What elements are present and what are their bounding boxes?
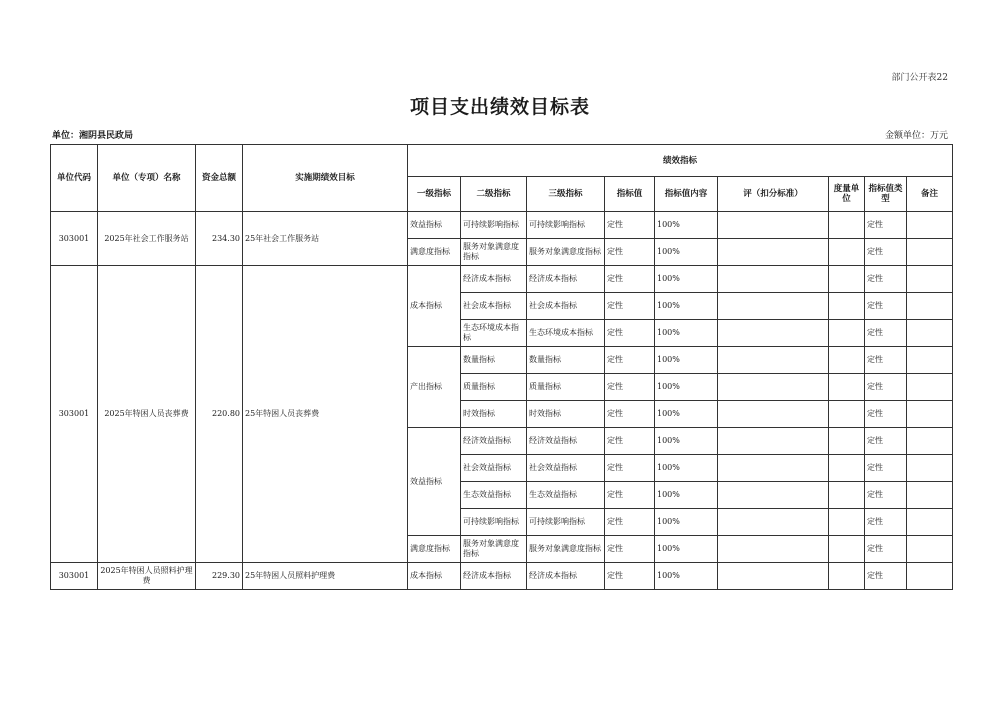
level3-cell: 经济成本指标 (527, 563, 605, 590)
remarks-cell (907, 455, 953, 482)
table-row (51, 563, 953, 590)
table-row (51, 212, 953, 239)
level1-cell: 效益指标 (408, 428, 461, 536)
total-funds-cell: 234.30 (196, 212, 243, 266)
goal-cell: 25年社会工作服务站 (243, 212, 408, 266)
level1-cell: 成本指标 (408, 563, 461, 590)
value-cell: 定性 (605, 374, 655, 401)
level3-cell: 时效指标 (527, 401, 605, 428)
header-level2: 二级指标 (461, 177, 527, 212)
measure-unit-cell (829, 266, 865, 293)
scoring-cell (718, 428, 829, 455)
level2-cell: 社会效益指标 (461, 455, 527, 482)
level1-cell: 成本指标 (408, 266, 461, 347)
measure-unit-cell (829, 455, 865, 482)
content-cell: 100% (655, 536, 718, 563)
value-cell: 定性 (605, 401, 655, 428)
total-funds-cell: 220.80 (196, 266, 243, 563)
value-type-cell: 定性 (865, 563, 907, 590)
value-type-cell: 定性 (865, 401, 907, 428)
unit-name-cell: 2025年社会工作服务站 (98, 212, 196, 266)
header-level3: 三级指标 (527, 177, 605, 212)
header-level1: 一级指标 (408, 177, 461, 212)
measure-unit-cell (829, 374, 865, 401)
value-cell: 定性 (605, 320, 655, 347)
remarks-cell (907, 401, 953, 428)
value-cell: 定性 (605, 455, 655, 482)
value-type-cell: 定性 (865, 536, 907, 563)
page-label: 部门公开表22 (891, 73, 948, 83)
level2-cell: 服务对象满意度指标 (461, 536, 527, 563)
page-title: 项目支出绩效目标表 (409, 96, 590, 118)
value-cell: 定性 (605, 428, 655, 455)
level2-cell: 可持续影响指标 (461, 212, 527, 239)
level3-cell: 可持续影响指标 (527, 212, 605, 239)
level1-cell: 产出指标 (408, 347, 461, 428)
scoring-cell (718, 482, 829, 509)
content-cell: 100% (655, 320, 718, 347)
value-type-cell: 定性 (865, 428, 907, 455)
content-cell: 100% (655, 428, 718, 455)
scoring-cell (718, 455, 829, 482)
level2-cell: 质量指标 (461, 374, 527, 401)
measure-unit-cell (829, 401, 865, 428)
remarks-cell (907, 347, 953, 374)
performance-table (50, 144, 953, 590)
value-cell: 定性 (605, 563, 655, 590)
measure-unit-cell (829, 212, 865, 239)
measure-unit-cell (829, 293, 865, 320)
measure-unit-cell (829, 563, 865, 590)
content-cell: 100% (655, 347, 718, 374)
level2-cell: 经济成本指标 (461, 563, 527, 590)
measure-unit-cell (829, 428, 865, 455)
remarks-cell (907, 320, 953, 347)
remarks-cell (907, 212, 953, 239)
unit-code-cell: 303001 (51, 563, 98, 590)
unit-name-cell: 2025年特困人员照料护理费 (98, 563, 196, 590)
level2-cell: 服务对象满意度指标 (461, 239, 527, 266)
scoring-cell (718, 401, 829, 428)
table-row (51, 266, 953, 293)
scoring-cell (718, 536, 829, 563)
value-type-cell: 定性 (865, 212, 907, 239)
scoring-cell (718, 320, 829, 347)
measure-unit-cell (829, 536, 865, 563)
header-scoring: 评（扣分标准） (718, 177, 829, 212)
level3-cell: 经济效益指标 (527, 428, 605, 455)
scoring-cell (718, 239, 829, 266)
unit-name-label: 单位：湘阴县民政局 (52, 131, 134, 141)
header-measure-unit: 度量单位 (829, 177, 865, 212)
scoring-cell (718, 293, 829, 320)
header-unit-code: 单位代码 (51, 145, 98, 212)
level2-cell: 数量指标 (461, 347, 527, 374)
value-type-cell: 定性 (865, 509, 907, 536)
value-cell: 定性 (605, 509, 655, 536)
level2-cell: 经济效益指标 (461, 428, 527, 455)
content-cell: 100% (655, 293, 718, 320)
content-cell: 100% (655, 374, 718, 401)
content-cell: 100% (655, 509, 718, 536)
value-type-cell: 定性 (865, 266, 907, 293)
scoring-cell (718, 266, 829, 293)
value-type-cell: 定性 (865, 374, 907, 401)
header-total-funds: 资金总额 (196, 145, 243, 212)
level3-cell: 数量指标 (527, 347, 605, 374)
measure-unit-cell (829, 239, 865, 266)
content-cell: 100% (655, 266, 718, 293)
content-cell: 100% (655, 563, 718, 590)
scoring-cell (718, 374, 829, 401)
content-cell: 100% (655, 482, 718, 509)
goal-cell: 25年特困人员丧葬费 (243, 266, 408, 563)
content-cell: 100% (655, 239, 718, 266)
table-body (51, 212, 953, 590)
content-cell: 100% (655, 401, 718, 428)
remarks-cell (907, 293, 953, 320)
unit-code-cell: 303001 (51, 212, 98, 266)
level3-cell: 经济成本指标 (527, 266, 605, 293)
remarks-cell (907, 239, 953, 266)
level3-cell: 可持续影响指标 (527, 509, 605, 536)
remarks-cell (907, 482, 953, 509)
measure-unit-cell (829, 320, 865, 347)
header-value: 指标值 (605, 177, 655, 212)
level2-cell: 社会成本指标 (461, 293, 527, 320)
level3-cell: 生态环境成本指标 (527, 320, 605, 347)
amount-unit-label: 金额单位：万元 (884, 131, 948, 141)
scoring-cell (718, 509, 829, 536)
content-cell: 100% (655, 455, 718, 482)
value-type-cell: 定性 (865, 455, 907, 482)
level3-cell: 社会成本指标 (527, 293, 605, 320)
level2-cell: 生态环境成本指标 (461, 320, 527, 347)
remarks-cell (907, 509, 953, 536)
value-type-cell: 定性 (865, 293, 907, 320)
header-remarks: 备注 (907, 177, 953, 212)
level3-cell: 服务对象满意度指标 (527, 239, 605, 266)
level3-cell: 社会效益指标 (527, 455, 605, 482)
level3-cell: 生态效益指标 (527, 482, 605, 509)
remarks-cell (907, 563, 953, 590)
unit-name-cell: 2025年特困人员丧葬费 (98, 266, 196, 563)
value-type-cell: 定性 (865, 347, 907, 374)
remarks-cell (907, 266, 953, 293)
level3-cell: 质量指标 (527, 374, 605, 401)
content-cell: 100% (655, 212, 718, 239)
measure-unit-cell (829, 509, 865, 536)
scoring-cell (718, 212, 829, 239)
value-cell: 定性 (605, 266, 655, 293)
value-cell: 定性 (605, 293, 655, 320)
value-type-cell: 定性 (865, 482, 907, 509)
level2-cell: 时效指标 (461, 401, 527, 428)
header-content: 指标值内容 (655, 177, 718, 212)
value-cell: 定性 (605, 212, 655, 239)
header-goal: 实施期绩效目标 (243, 145, 408, 212)
value-type-cell: 定性 (865, 320, 907, 347)
scoring-cell (718, 347, 829, 374)
remarks-cell (907, 536, 953, 563)
level1-cell: 满意度指标 (408, 536, 461, 563)
remarks-cell (907, 428, 953, 455)
value-cell: 定性 (605, 482, 655, 509)
level3-cell: 服务对象满意度指标 (527, 536, 605, 563)
goal-cell: 25年特困人员照料护理费 (243, 563, 408, 590)
level2-cell: 生态效益指标 (461, 482, 527, 509)
level1-cell: 效益指标 (408, 212, 461, 239)
value-cell: 定性 (605, 347, 655, 374)
level1-cell: 满意度指标 (408, 239, 461, 266)
header-indicators: 绩效指标 (408, 145, 953, 177)
header-value-type: 指标值类型 (865, 177, 907, 212)
level2-cell: 经济成本指标 (461, 266, 527, 293)
unit-code-cell: 303001 (51, 266, 98, 563)
total-funds-cell: 229.30 (196, 563, 243, 590)
value-cell: 定性 (605, 536, 655, 563)
measure-unit-cell (829, 347, 865, 374)
scoring-cell (718, 563, 829, 590)
measure-unit-cell (829, 482, 865, 509)
level2-cell: 可持续影响指标 (461, 509, 527, 536)
value-type-cell: 定性 (865, 239, 907, 266)
remarks-cell (907, 374, 953, 401)
value-cell: 定性 (605, 239, 655, 266)
header-unit-name: 单位（专项）名称 (98, 145, 196, 212)
